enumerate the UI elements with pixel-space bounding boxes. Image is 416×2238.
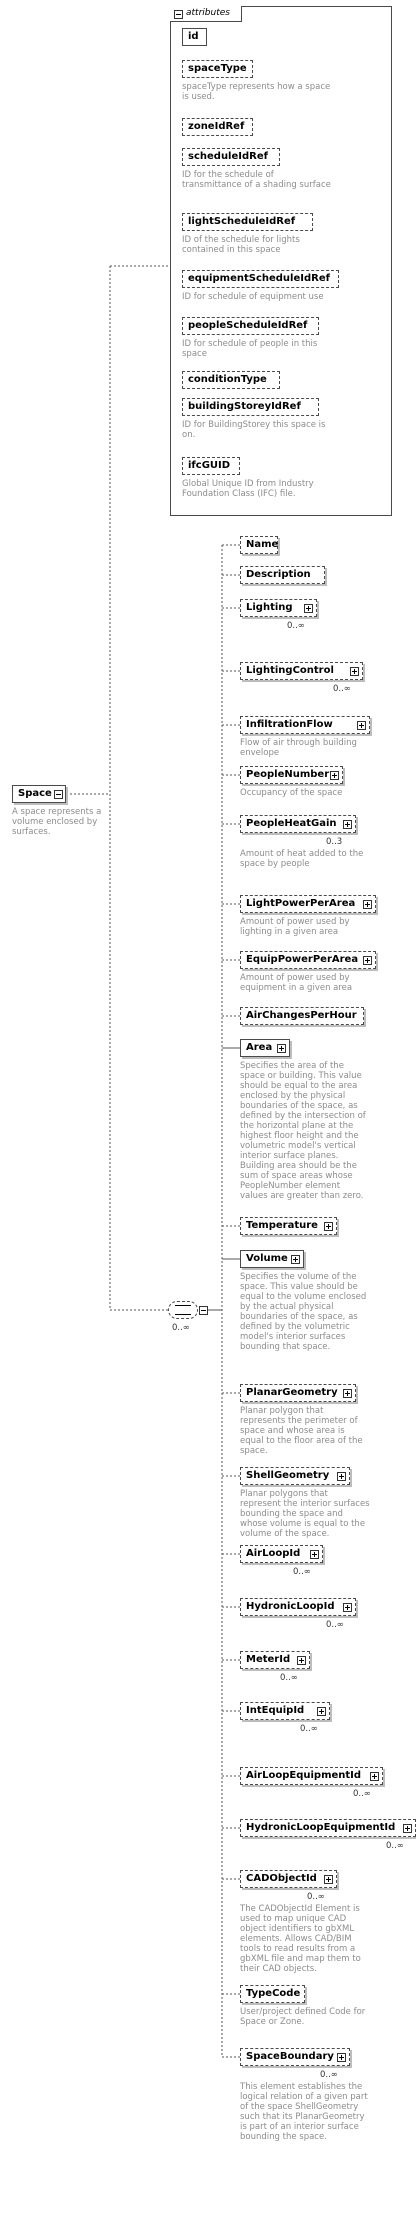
element-description: Planar polygon that represents the perimeter of space and whose area is equal to the floor area of the space. bbox=[240, 1406, 363, 1456]
element-HydronicLoopId[interactable] bbox=[240, 1598, 356, 1616]
element-label: PlanarGeometry bbox=[246, 1387, 338, 1398]
element-description: Specifies the area of the space or building. This value should be equal to the area enclosed by the physical boundaries of the space, as defined by the intersection of the horizontal plane at the highest floor height and the volumetric model's vertical interior surface planes. Building area should be the sum of space areas whose PeopleNumber element values are greater than zero. bbox=[240, 1061, 366, 1201]
attribute-label: equipmentScheduleIdRef bbox=[188, 273, 330, 284]
element-label: HydronicLoopId bbox=[246, 1601, 335, 1612]
expand-icon[interactable] bbox=[357, 721, 366, 730]
attribute-label: conditionType bbox=[188, 374, 267, 385]
element-occurrence: 0..∞ bbox=[326, 1620, 344, 1630]
sequence-occurrence: 0..∞ bbox=[172, 1323, 190, 1333]
element-AirChangesPerHour[interactable] bbox=[240, 1007, 364, 1025]
attribute-label: buildingStoreyIdRef bbox=[188, 401, 301, 412]
element-EquipPowerPerArea[interactable] bbox=[240, 951, 376, 969]
element-label: Area bbox=[246, 1042, 273, 1053]
element-occurrence: 0..∞ bbox=[386, 1841, 404, 1851]
element-AirLoopEquipmentId[interactable] bbox=[240, 1767, 383, 1785]
attribute-lightScheduleIdRef[interactable] bbox=[182, 213, 313, 231]
attribute-buildingStoreyIdRef[interactable] bbox=[182, 398, 319, 416]
attribute-description: ID for BuildingStorey this space is on. bbox=[182, 420, 326, 440]
element-label: PeopleNumber bbox=[246, 769, 330, 780]
element-occurrence: 0..∞ bbox=[293, 1567, 311, 1577]
element-occurrence: 0..∞ bbox=[320, 2070, 338, 2080]
element-SpaceBoundary[interactable] bbox=[240, 2048, 350, 2066]
collapse-icon[interactable] bbox=[199, 1306, 208, 1315]
attribute-ifcGUID[interactable] bbox=[182, 457, 240, 475]
element-LightingControl[interactable] bbox=[240, 662, 363, 680]
attribute-description: spaceType represents how a space is used. bbox=[182, 82, 331, 102]
element-Name[interactable] bbox=[240, 536, 278, 554]
element-label: LightPowerPerArea bbox=[246, 898, 356, 909]
element-MeterId[interactable] bbox=[240, 1651, 310, 1669]
element-Lighting[interactable] bbox=[240, 599, 317, 617]
element-label: Temperature bbox=[246, 1220, 318, 1231]
element-label: AirChangesPerHour bbox=[246, 1010, 357, 1021]
element-IntEquipId[interactable] bbox=[240, 1702, 330, 1720]
expand-icon[interactable] bbox=[324, 1875, 333, 1884]
attribute-description: ID for schedule of equipment use bbox=[182, 292, 324, 302]
element-Area[interactable] bbox=[240, 1039, 290, 1057]
root-element-space[interactable] bbox=[12, 785, 66, 803]
element-label: EquipPowerPerArea bbox=[246, 954, 359, 965]
expand-icon[interactable] bbox=[403, 1824, 412, 1833]
element-TypeCode[interactable] bbox=[240, 1985, 305, 2003]
element-label: SpaceBoundary bbox=[246, 2051, 334, 2062]
element-occurrence: 0..∞ bbox=[287, 621, 305, 631]
attribute-zoneIdRef[interactable] bbox=[182, 118, 253, 136]
attribute-label: id bbox=[188, 31, 199, 42]
element-label: HydronicLoopEquipmentId bbox=[246, 1822, 396, 1833]
element-description: Amount of power used by lighting in a given area bbox=[240, 917, 350, 937]
attribute-label: lightScheduleIdRef bbox=[188, 216, 296, 227]
element-PeopleNumber[interactable] bbox=[240, 766, 343, 784]
attribute-description: ID of the schedule for lights contained in this space bbox=[182, 235, 300, 255]
expand-icon[interactable] bbox=[291, 1255, 300, 1264]
element-label: CADObjectId bbox=[246, 1873, 317, 1884]
root-element-label: Space bbox=[18, 788, 52, 799]
sequence-icon bbox=[175, 1305, 191, 1315]
element-occurrence: 0..∞ bbox=[280, 1673, 298, 1683]
element-CADObjectId[interactable] bbox=[240, 1870, 337, 1888]
expand-icon[interactable] bbox=[343, 820, 352, 829]
element-occurrence: 0..∞ bbox=[333, 684, 351, 694]
attribute-label: ifcGUID bbox=[188, 460, 231, 471]
element-label: IntEquipId bbox=[246, 1705, 305, 1716]
attribute-label: spaceType bbox=[188, 63, 247, 74]
element-PeopleHeatGain[interactable] bbox=[240, 815, 356, 833]
attribute-id[interactable] bbox=[182, 28, 207, 46]
attribute-equipmentScheduleIdRef[interactable] bbox=[182, 270, 339, 288]
element-label: Name bbox=[246, 539, 279, 550]
attribute-spaceType[interactable] bbox=[182, 60, 253, 78]
element-occurrence: 0..3 bbox=[326, 837, 343, 847]
element-label: ShellGeometry bbox=[246, 1470, 330, 1481]
attribute-label: scheduleIdRef bbox=[188, 151, 268, 162]
element-label: TypeCode bbox=[246, 1988, 301, 1999]
element-PlanarGeometry[interactable] bbox=[240, 1384, 356, 1402]
expand-icon[interactable] bbox=[297, 1656, 306, 1665]
element-description: This element establishes the logical relation of a given part of the space ShellGeometry such that its PlanarGeometry is part of an interior surface bounding the space. bbox=[240, 2082, 368, 2142]
element-description: Amount of power used by equipment in a given area bbox=[240, 973, 353, 993]
expand-icon[interactable] bbox=[317, 1707, 326, 1716]
expand-icon[interactable] bbox=[337, 2053, 346, 2062]
element-label: MeterId bbox=[246, 1654, 291, 1665]
expand-icon[interactable] bbox=[343, 1603, 352, 1612]
element-description: User/project defined Code for Space or Zone. bbox=[240, 2007, 366, 2027]
element-LightPowerPerArea[interactable] bbox=[240, 895, 376, 913]
element-description: Flow of air through building envelope bbox=[240, 738, 357, 758]
attribute-label: zoneIdRef bbox=[188, 121, 245, 132]
expand-icon[interactable] bbox=[324, 1222, 333, 1231]
attribute-label: peopleScheduleIdRef bbox=[188, 320, 308, 331]
element-label: LightingControl bbox=[246, 665, 334, 676]
attribute-scheduleIdRef[interactable] bbox=[182, 148, 280, 166]
expand-icon[interactable] bbox=[350, 667, 359, 676]
collapse-icon[interactable] bbox=[54, 790, 63, 799]
expand-icon[interactable] bbox=[304, 604, 313, 613]
element-label: PeopleHeatGain bbox=[246, 818, 337, 829]
expand-icon[interactable] bbox=[330, 771, 339, 780]
attribute-description: Global Unique ID from Industry Foundation Class (IFC) file. bbox=[182, 479, 314, 499]
element-Temperature[interactable] bbox=[240, 1217, 337, 1235]
element-description: Specifies the volume of the space. This value should be equal to the volume enclosed by the actual physical boundaries of the space, as defined by the volumetric model's interior surfaces bounding that space. bbox=[240, 1272, 367, 1352]
element-description: Occupancy of the space bbox=[240, 788, 343, 798]
element-description: Amount of heat added to the space by people bbox=[240, 849, 364, 869]
expand-icon[interactable] bbox=[343, 1389, 352, 1398]
element-description: Planar polygons that represent the interior surfaces bounding the space and whose volume is equal to the volume of the space. bbox=[240, 1489, 370, 1539]
expand-icon[interactable] bbox=[310, 1550, 319, 1559]
expand-icon[interactable] bbox=[337, 1472, 346, 1481]
element-ShellGeometry[interactable] bbox=[240, 1467, 350, 1485]
attribute-conditionType[interactable] bbox=[182, 371, 280, 389]
element-label: Lighting bbox=[246, 602, 293, 613]
expand-icon[interactable] bbox=[277, 1044, 286, 1053]
element-Description[interactable] bbox=[240, 566, 325, 584]
root-description: A space represents a volume enclosed by surfaces. bbox=[12, 807, 102, 837]
element-HydronicLoopEquipmentId[interactable] bbox=[240, 1819, 416, 1837]
attribute-peopleScheduleIdRef[interactable] bbox=[182, 317, 319, 335]
attributes-title: attributes bbox=[186, 8, 230, 18]
element-label: AirLoopId bbox=[246, 1548, 301, 1559]
element-Volume[interactable] bbox=[240, 1250, 304, 1268]
element-label: AirLoopEquipmentId bbox=[246, 1770, 362, 1781]
element-description: The CADObjectId Element is used to map unique CAD object identifiers to gbXML elements. Allows CAD/BIM tools to read results from a gbXML file and map them to their CAD objects. bbox=[240, 1904, 361, 1974]
element-occurrence: 0..∞ bbox=[353, 1789, 371, 1799]
expand-icon[interactable] bbox=[370, 1772, 379, 1781]
element-InfiltrationFlow[interactable] bbox=[240, 716, 370, 734]
expand-icon[interactable] bbox=[363, 956, 372, 965]
element-occurrence: 0..∞ bbox=[307, 1892, 325, 1902]
attribute-description: ID for schedule of people in this space bbox=[182, 339, 318, 359]
element-label: InfiltrationFlow bbox=[246, 719, 333, 730]
attribute-description: ID for the schedule of transmittance of a shading surface bbox=[182, 170, 331, 190]
element-occurrence: 0..∞ bbox=[300, 1724, 318, 1734]
element-label: Description bbox=[246, 569, 311, 580]
collapse-icon[interactable] bbox=[174, 10, 183, 19]
expand-icon[interactable] bbox=[363, 900, 372, 909]
element-AirLoopId[interactable] bbox=[240, 1545, 323, 1563]
element-label: Volume bbox=[246, 1253, 288, 1264]
